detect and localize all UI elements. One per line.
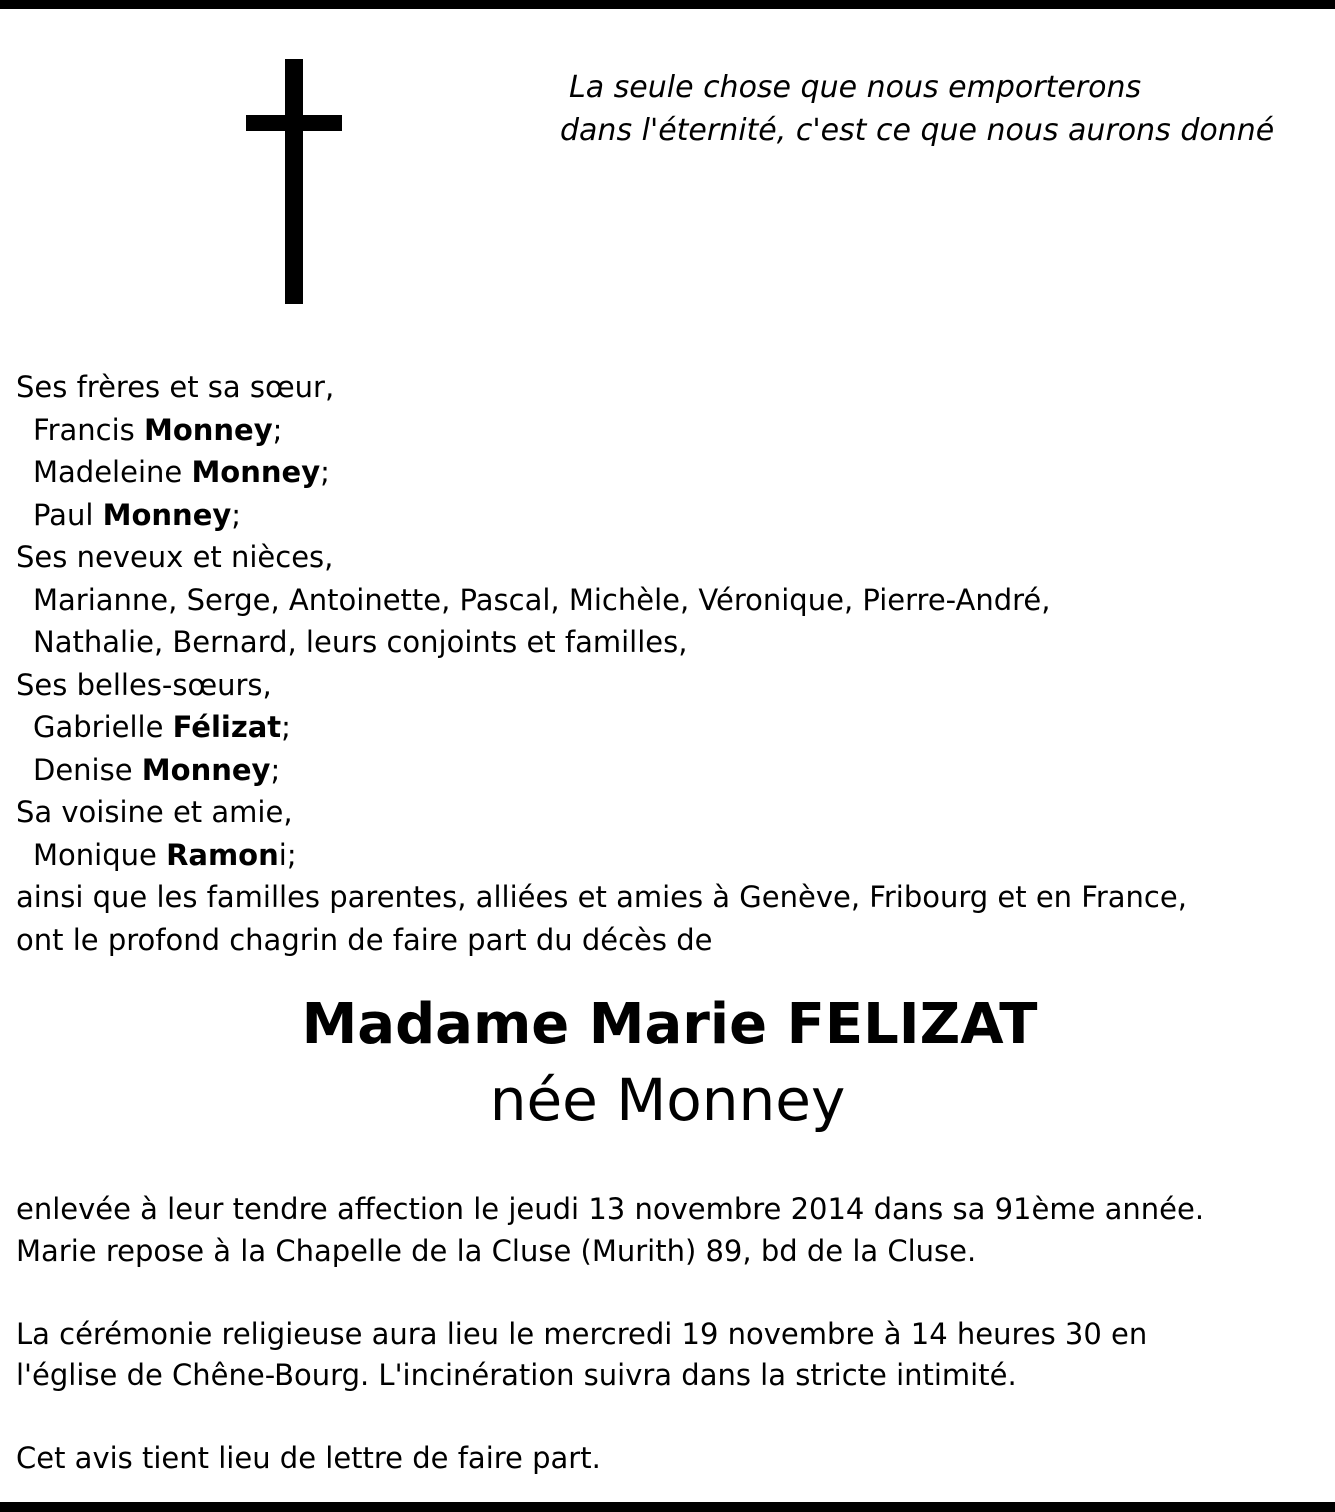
member-last-name: Monney <box>191 455 321 489</box>
family-member <box>16 706 1187 749</box>
top-border <box>0 0 1335 9</box>
member-last-name: Monney <box>102 497 232 532</box>
ceremony-line-1: La cérémonie religieuse aura lieu le mercredi 19 novembre à 14 heures 30 en <box>16 1316 1148 1351</box>
spacer <box>16 1397 1204 1439</box>
spacer <box>16 1272 1204 1314</box>
member-first-name: Paul <box>33 497 103 532</box>
motto-line-2: dans l'éternité, c'est ce que nous aurons donné <box>560 113 1275 148</box>
family-member <box>16 749 1187 792</box>
member-last-name-rest: i <box>278 837 287 872</box>
motto-quote <box>560 66 1274 152</box>
member-suffix: ; <box>286 837 297 872</box>
deceased-name: Madame Marie FELIZAT <box>301 992 1038 1057</box>
member-suffix: ; <box>270 752 281 787</box>
member-first-name: Gabrielle <box>33 710 173 744</box>
notice-line: Cet avis tient lieu de lettre de faire part. <box>16 1441 601 1475</box>
member-suffix: ; <box>281 710 291 744</box>
deceased-maiden-name: née Monney <box>489 1066 846 1134</box>
member-suffix: ; <box>231 497 242 532</box>
member-last-name: Félizat <box>172 710 282 744</box>
motto-line-1: La seule chose que nous emporterons <box>569 70 1142 105</box>
nephews-heading: Ses neveux et nièces, <box>16 540 334 574</box>
sisters-in-law-heading: Ses belles-sœurs, <box>16 667 272 702</box>
member-first-name: Monique <box>33 837 167 872</box>
member-last-name: Monney <box>141 752 271 787</box>
member-first-name: Francis <box>33 412 144 447</box>
details-block <box>16 1189 1204 1480</box>
ceremony-line-2: l'église de Chêne-Bourg. L'incinération suivra dans la stricte intimité. <box>16 1358 1017 1392</box>
cross-vertical-bar <box>285 59 303 304</box>
neighbor-heading: Sa voisine et amie, <box>16 795 293 829</box>
cross-horizontal-bar <box>246 115 342 131</box>
member-first-name: Madeleine <box>33 455 192 489</box>
nephews-line-2: Nathalie, Bernard, leurs conjoints et familles, <box>33 625 688 659</box>
family-list <box>16 366 1187 961</box>
family-member <box>16 409 1187 452</box>
nephews-line-1: Marianne, Serge, Antoinette, Pascal, Michèle, Véronique, Pierre-André, <box>33 582 1051 617</box>
member-last-name-bold: Ramon <box>166 837 279 872</box>
relatives-line: ainsi que les familles parentes, alliées et amies à Genève, Fribourg et en France, <box>16 880 1187 914</box>
family-member <box>16 451 1187 494</box>
bottom-border <box>0 1502 1335 1512</box>
family-member <box>16 834 1187 877</box>
death-date-line: enlevée à leur tendre affection le jeudi 13 novembre 2014 dans sa 91ème année. <box>16 1192 1205 1226</box>
deceased-block <box>0 985 1335 1135</box>
rest-place-line: Marie repose à la Chapelle de la Cluse (Murith) 89, bd de la Cluse. <box>16 1233 977 1268</box>
family-member <box>16 494 1187 537</box>
siblings-heading: Ses frères et sa sœur, <box>16 370 335 404</box>
member-last-name: Monney <box>143 412 273 447</box>
member-suffix: ; <box>272 412 283 447</box>
announcement-line: ont le profond chagrin de faire part du décès de <box>16 922 713 957</box>
member-suffix: ; <box>320 455 330 489</box>
member-first-name: Denise <box>33 752 142 787</box>
